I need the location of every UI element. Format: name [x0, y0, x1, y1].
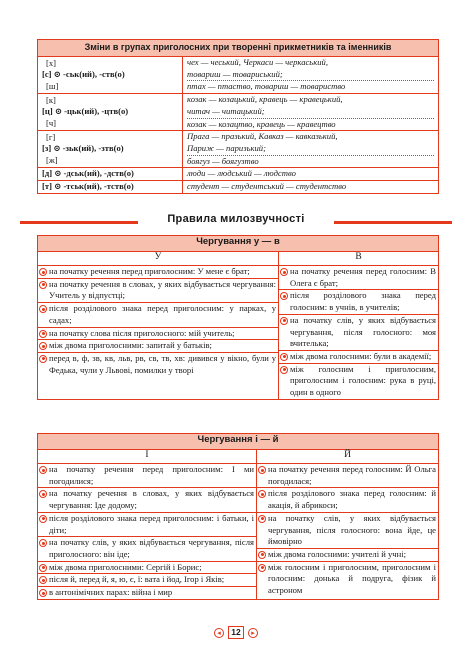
bullet-icon [39, 281, 47, 289]
rule-item [279, 364, 438, 399]
rule-text: після розділового знака перед приголосним: у парках, у садах; [49, 303, 276, 325]
rule-text: між двома приголосними: запитай у батьків; [49, 340, 212, 351]
rule-text: на початку речення перед голосним: Й Ольга погодилася; [268, 464, 436, 486]
example-line: козак — козацький, кравець — кравецький, [187, 94, 343, 105]
table-row [38, 131, 439, 168]
bullet-icon [258, 551, 266, 559]
page-number-footer [214, 626, 258, 640]
alternation-u-v-title: Чергування у — в [38, 236, 439, 252]
bullet-icon [280, 268, 288, 276]
column-header-u: У [38, 252, 279, 266]
rule-text: на початку слів, у яких відбувається чергування, після голосного: моя вчителька; [290, 314, 436, 349]
rule-text: після й, перед й, я, ю, є, ї: вата і йод, Ігор і Яків; [49, 574, 225, 585]
rule-item [257, 464, 438, 488]
suffix-rule: [ц] ⊙ -цьк(ий), -цтв(о) [42, 106, 129, 117]
rule-item [38, 488, 256, 512]
suffix-rule: [з] ⊙ -зьк(ий), -зтв(о) [42, 143, 124, 154]
bullet-icon [39, 576, 47, 584]
rule-text: на початку речення в словах, у яких відбувається чергування: Учитель у відпустці; [49, 278, 276, 301]
rule-text: перед в, ф, зв, кв, льв, рв, св, тв, хв: дивився у вікно, були у Федька, чули у Львові, помилки у творі [49, 352, 276, 375]
sound-label: [ш] [46, 80, 59, 91]
rule-text: між голосним і приголосним, приголосним і голосним: донька й подруга, фізик й астроном [268, 561, 436, 596]
sound-label: [к] [46, 94, 56, 105]
rule-item [38, 303, 278, 327]
rule-text: після розділового знака перед приголосним: і батьки, і діти; [49, 512, 254, 535]
alternation-i-y-table [37, 433, 439, 600]
section-title: Правила милозвучності [167, 213, 305, 225]
rule-item [257, 513, 438, 549]
rule-item [38, 574, 256, 587]
suffix-rule: [т] ⊙ -тськ(ий), -тств(о) [38, 181, 183, 194]
consonant-table-title: Зміни в групах приголосних при творенні прикметників та іменників [38, 40, 439, 57]
rule-item [279, 315, 438, 351]
example-line: Париж — паризький; [187, 142, 266, 153]
bullet-icon [39, 490, 47, 498]
example-line: птах — птаство, товариш — товариство [187, 80, 434, 93]
table-row [38, 57, 439, 94]
v-rules-list [279, 266, 438, 399]
rule-text: на початку речення перед приголосним: І ми погодилися; [49, 464, 254, 486]
example-line: чех — чеський, Черкаси — черкаський, [187, 57, 328, 67]
example-line: люди — людський — людство [183, 168, 439, 181]
i-rules-cell [38, 464, 257, 600]
bullet-icon [280, 353, 288, 361]
bullet-icon [258, 490, 266, 498]
rule-item [38, 328, 278, 341]
y-rules-cell [257, 464, 439, 600]
consonant-changes-table [37, 39, 439, 194]
alternation-i-y-title: Чергування і — й [38, 434, 439, 450]
rule-text: на початку речення перед голосним: В Олега є брат; [290, 266, 436, 288]
rule-item [38, 340, 278, 353]
rule-text: між двома голосними: були в академії; [290, 350, 432, 361]
bullet-icon [258, 466, 266, 474]
bullet-icon [39, 305, 47, 313]
v-rules-cell [279, 266, 439, 400]
table-row [38, 181, 439, 194]
bullet-icon [258, 515, 266, 523]
rule-text: на початку слів, у яких відбувається чергування, після голосного: вона йде, це ймовірно [268, 512, 436, 547]
rule-item [38, 353, 278, 376]
example-line: товариш — товариський; [187, 68, 283, 79]
arrow-right-icon: ▸ [248, 628, 258, 638]
page-number: 12 [228, 626, 244, 639]
y-rules-list [257, 464, 438, 597]
alternation-u-v-table [37, 235, 439, 400]
rule-text: між двома голосними: учителі й учні; [268, 548, 406, 559]
bullet-icon [39, 330, 47, 338]
sound-label: [х] [46, 57, 57, 68]
example-line: боягуз — боягузтво [187, 155, 434, 168]
bullet-icon [280, 366, 288, 374]
bullet-icon [280, 292, 288, 300]
rule-item [279, 351, 438, 364]
table-row [38, 94, 439, 131]
example-line: студент — студентський — студентство [183, 181, 439, 194]
bullet-icon [39, 466, 47, 474]
rule-item [279, 266, 438, 290]
bullet-icon [39, 564, 47, 572]
rule-cell [38, 131, 183, 168]
column-header-v: В [279, 252, 439, 266]
bullet-icon [39, 355, 47, 363]
sound-label: [г] [46, 131, 56, 142]
section-header [20, 212, 452, 232]
bullet-icon [39, 539, 47, 547]
rule-item [38, 587, 256, 599]
u-rules-list [38, 266, 278, 376]
u-rules-cell [38, 266, 279, 400]
rule-item [257, 549, 438, 562]
bullet-icon [39, 342, 47, 350]
rule-cell [38, 57, 183, 94]
rule-item [257, 562, 438, 597]
rule-item [38, 513, 256, 537]
i-rules-list [38, 464, 256, 599]
rule-text: на початку слова після приголосного: мій учитель; [49, 327, 235, 338]
rule-text: після розділового знака перед голосним: в учнів, в учителів; [290, 290, 436, 313]
rule-text: між голосним і приголосним, приголосним і голосним: рука в руці, один в одного [290, 363, 436, 398]
rule-item [38, 464, 256, 488]
rule-item [38, 562, 256, 575]
rule-text: на початку слів, у яких відбувається чергування, після приголосного: він іде; [49, 537, 254, 559]
rule-text: на початку речення перед приголосним: У мене є брат; [49, 266, 250, 276]
sound-label: [ч] [46, 118, 57, 129]
suffix-rule: [д] ⊙ -дськ(ий), -дств(о) [38, 168, 183, 181]
example-cell [183, 94, 439, 131]
rule-item [38, 537, 256, 561]
rule-item [257, 488, 438, 512]
arrow-left-icon: ◂ [214, 628, 224, 638]
bullet-icon [258, 564, 266, 572]
example-cell [183, 131, 439, 168]
rule-text: між двома приголосними: Сергій і Борис; [49, 561, 202, 572]
bullet-icon [280, 317, 288, 325]
example-cell [183, 57, 439, 94]
example-line: читач — читацький; [187, 105, 265, 116]
bullet-icon [39, 268, 47, 276]
rule-item [38, 279, 278, 303]
rule-text: в антонімічних парах: війна і мир [49, 587, 173, 598]
bullet-icon [39, 515, 47, 523]
rule-cell [38, 94, 183, 131]
suffix-rule: [с] ⊙ -ськ(ий), -ств(о) [42, 69, 125, 80]
rule-text: на початку речення в словах, у яких відбувається чергування: Іде додому; [49, 488, 254, 511]
bullet-icon [39, 589, 47, 597]
rule-item [279, 290, 438, 314]
sound-label: [ж] [46, 155, 58, 166]
rule-text: після розділового знака перед голосним: й акація, й абрикоси; [268, 488, 436, 511]
table-row [38, 168, 439, 181]
rule-item [38, 266, 278, 279]
column-header-i: І [38, 450, 257, 464]
column-header-y: Й [257, 450, 439, 464]
example-line: козак — козацтво, кравець — кравецтво [187, 118, 434, 131]
example-line: Прага — празький, Кавказ — кавказький, [187, 131, 338, 142]
